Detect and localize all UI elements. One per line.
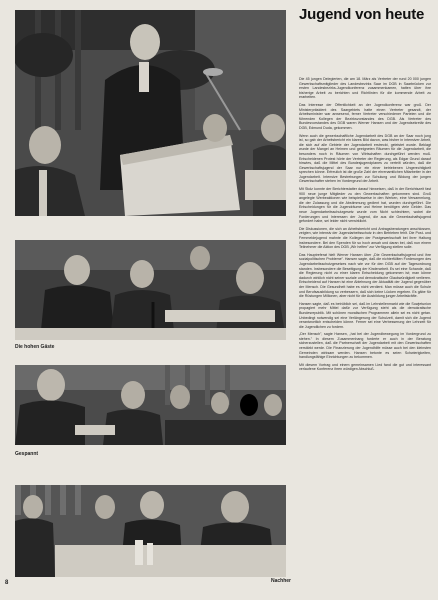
article-headline: Jugend von heute bbox=[299, 6, 425, 23]
caption-after: Nachher bbox=[271, 578, 292, 584]
article-paragraph: Das Interesse der Öffentlichkeit an der Jugendkonferenz war groß. Der Ministerpräsident des Saargebiets hatte einen Vertreter gesandt, der Arbeitsminister war anwesend, ferner Vertreter verschiedener Parteien und die führenden Kollegen der Bezirksvorstandes des DGB. Als Vertreter des Bundesvorstandes des DGB waren Werner Hansen und der Jugendsekretär des DGB, Edmund Duda, gekommen. bbox=[299, 102, 431, 130]
photo-tense-audience bbox=[15, 365, 286, 445]
page-number: 8 bbox=[5, 580, 9, 586]
photo-speaker-at-lectern bbox=[15, 10, 286, 216]
article-paragraph: Mit diesem Vortrag und einem gemeinsamen Lied fand die gut und interessant verlaufene Konferenz ihren würdigen Abschluß. bbox=[299, 362, 431, 372]
article-paragraph: Die 45 jungen Delegierten, die am 18. März als Vertreter der rund 20 000 jungen Gewerkschaftsmitglieder des Landesbezirks Saar im DGB in Saarbrücken zur ersten Landesbezirks-Jugendkonferenz zusammenkamen, hatten über ihre bisherige Arbeit zu berichten und Richtlinien für die kommende Arbeit zu erarbeiten. bbox=[299, 77, 431, 100]
article-body bbox=[299, 77, 431, 375]
article-paragraph: Die Diskussionen, die sich an Arbeitsbericht und Antragsberatungen anschlossen, zeigten, wie intensiv der Jugendarbeitsschutz in den Betrieben fehlt. Die Post- und Fernmeldejugend mahnte die Kollegen der Postgewerkschaft bei ihrer Haltung insbesondere. Bei den Spenden für so hoch ansah und daran bei, daß nun einem Teilnehmer die Aktion des DGB „Wir helfen” zur Verfügung stellen solle. bbox=[299, 226, 431, 250]
article-paragraph: Mit Stolz konnte der Berichterstatter darauf hinweisen, daß in der Berichtszeit fast 900 neue junge Mitglieder zu den Gewerkschaften gekommen sind. Groß angelegte Werbeaktionen wie beispielsweise in den Werken, eine Versammlung, die der Zulassung und die Abstimmung gedient hat, wurden durchgeführt. Die Entscheidungen für die Jugendräume und Heime benötigen viele Gelder. Das neue Jugendarbeitsschutzgesetz wurde vom Nicht schlechtem, wobei die Forderungen und Interessen der Jugend, die aus die Gewerkschaftsjugend gefordert habe, sei leider nicht verwirklicht. bbox=[299, 187, 431, 224]
article-paragraph: Wenn auch die gewerkschaftliche Jugendarbeit des DGB an der Saar noch jung ist, so gab der Arbeitsbericht ein klares Bild davon, was bisher in intensiver Arbeit, die sich auf alle Gebiete der Jugendarbeit erstreckt, geleistet wurde. Beklagt wurde der Mangel an Heimen und geeigneten Räumen für die Jugendarbeit, die besonders noch in Räumen von Wirtschaften durchgeführt werden muß. Entscheidenen Protest hörte der Vertreter der Regierung, als Edgar Grund darauf hinwies, daß die Mittel des Bundesjugendplanes zu verteilt würden, daß die Gewerkschaftsjugend der Saar nur ein einer betriebenen Ungerechtigkeit sprechen könne. Erfreulich ist die große Zahl der ehrenamtlichen Mitarbeiter in der Jugendarbeit. Intensive Bestrebungen zur Schulung und Bildung der jungen Gewerkschafter stehen im Vordergrund der Arbeit. bbox=[299, 133, 431, 184]
article-paragraph: „Der Mensch”, sagte Hansen, „hat bei der Jugendbewegung im Vordergrund zu stehen.” In diesem Zusammenhang forderte er auch in der Beratung sicherzustellen, daß die Partnerschaft der Jugendarbeit mit den Gewerkschaften verstärkt werde. Die Finanzierung der Jugendhilfe müsse auch bei den kleinsten Gemeinden wirksam werden. Hansen betonte es seien Schwierigkeiten, handlungsfähige Einrichtungen zu bekommen. bbox=[299, 332, 431, 360]
article-paragraph: Das Hauptreferat hielt Werner Hansen über „Die Gewerkschaftsjugend und ihre sozialpolitischen Probleme”. Hansen sagte, daß die nichterfüllten Forderungen des Jugendarbeitsschutzgesetzes nach wie vor für den DGB auf der Tagesordnung standen. Insbesondere die Beseitigung der Kinderarbeit. Es sei eine Schande, daß die Regierung nicht zu einer klaren Entscheidung gekommen ist; man könne dadurch wirklich nicht seiner soziale und demokratische Glaubwürdigkeit verlieren. Entscheidend auf Hansen ist eine Ablehnung der Aktualität der Jugend gegenüber der Mensch. Die Gesundheit habe es nicht verdient. Man müsse auch die Schule und Berufsausbildung so verbessern, daß sich keine Lücken ergeben. Es gäbe für die Rüstungen Millionen, aber nicht für die Ausbildung junger Arbeitskräfte. bbox=[299, 252, 431, 299]
photo-guests-table bbox=[15, 240, 286, 340]
caption-tense: Gespannt bbox=[15, 451, 39, 457]
caption-guests: Die hohen Gäste bbox=[15, 344, 55, 350]
article-paragraph: Hansen sagte, daß es betrüblich sei, daß im Lehrstellenmarkt wie die Sowjetunion propagiert mehr Mittel dafür zur Verfügung steht als die demokratische Bundesrepublik. Mit schönen moralischen Programmen allein sei es nicht getan. Unbedingt notwendig sei eine Verlängerung der Schulzeit, damit sich die Jugend verantwortlich entscheiden könne. Ferner sei eine Verbesserung der Lehrzeit für die Jugendlichen zu fordern. bbox=[299, 301, 431, 329]
photo-after-conference bbox=[15, 485, 286, 577]
